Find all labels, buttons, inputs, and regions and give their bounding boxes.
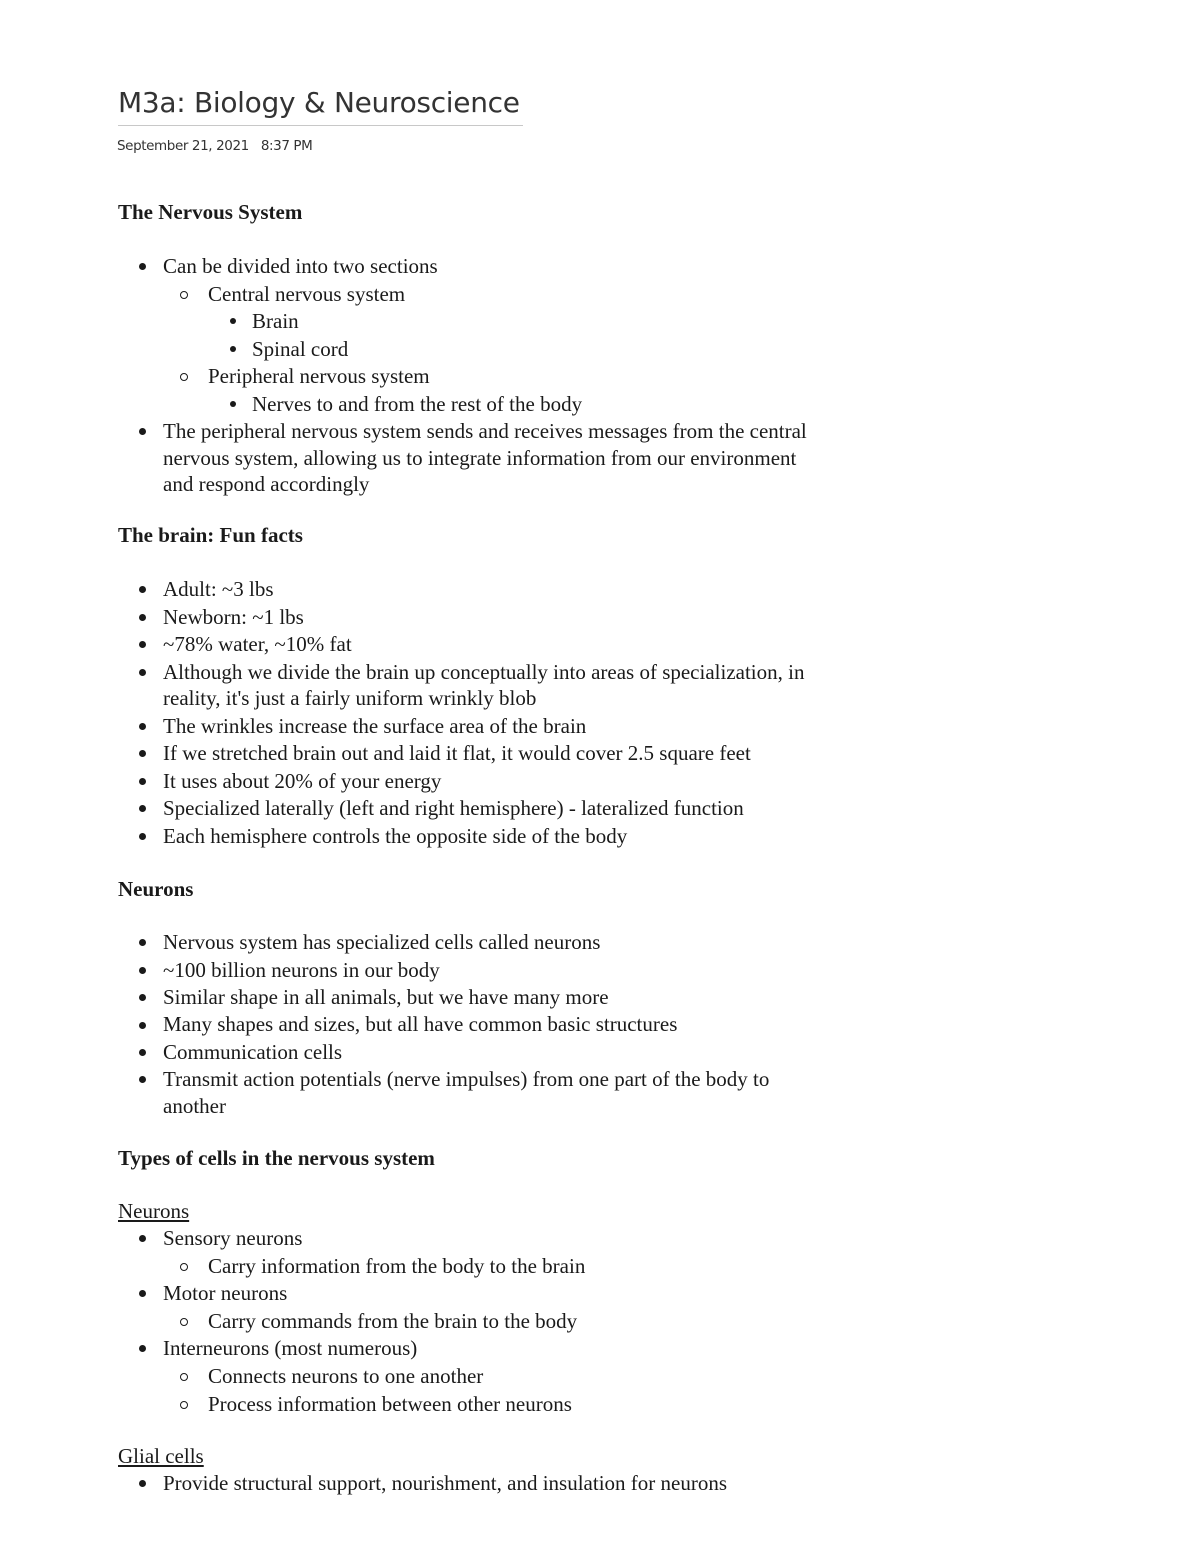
hollow-bullet-icon xyxy=(180,1401,188,1409)
bullet-icon xyxy=(139,805,146,812)
page-timestamp xyxy=(117,138,312,154)
bullet-icon xyxy=(139,1076,146,1083)
bullet-icon xyxy=(230,401,236,407)
bullet-icon xyxy=(139,1049,146,1056)
bullet-icon xyxy=(139,939,146,946)
list-item: Carry information from the body to the brain xyxy=(208,1254,586,1278)
list-item: Nerves to and from the rest of the body xyxy=(252,392,583,416)
list-item: Connects neurons to one another xyxy=(208,1364,484,1388)
list-item: Spinal cord xyxy=(252,337,349,361)
list-item: Sensory neurons xyxy=(163,1226,303,1250)
heading-neurons: Neurons xyxy=(118,877,194,901)
hollow-bullet-icon xyxy=(180,1318,188,1326)
bullet-icon xyxy=(139,586,146,593)
list-item: Provide structural support, nourishment, and insulation for neurons xyxy=(163,1471,727,1495)
list-item: Transmit action potentials (nerve impulses) from one part of the body to xyxy=(163,1067,770,1091)
list-item: If we stretched brain out and laid it flat, it would cover 2.5 square feet xyxy=(163,741,751,765)
subheading-glial-cells: Glial cells xyxy=(118,1444,204,1468)
list-item: Interneurons (most numerous) xyxy=(163,1336,418,1360)
hollow-bullet-icon xyxy=(180,373,188,381)
list-item: Carry commands from the brain to the body xyxy=(208,1309,578,1333)
bullet-icon xyxy=(139,833,146,840)
bullet-icon xyxy=(139,1480,146,1487)
bullet-icon xyxy=(139,1235,146,1242)
heading-nervous-system: The Nervous System xyxy=(118,200,303,224)
bullet-icon xyxy=(139,967,146,974)
bullet-icon xyxy=(139,263,146,270)
list-item: Motor neurons xyxy=(163,1281,288,1305)
list-item: The peripheral nervous system sends and receives messages from the central xyxy=(163,419,807,443)
bullet-icon xyxy=(139,428,146,435)
title-underline xyxy=(118,125,523,126)
list-item-continuation: another xyxy=(163,1094,226,1118)
list-item: Each hemisphere controls the opposite side of the body xyxy=(163,824,628,848)
list-item: Many shapes and sizes, but all have common basic structures xyxy=(163,1012,678,1036)
page-time: 8:37 PM xyxy=(260,138,313,154)
list-item: It uses about 20% of your energy xyxy=(163,769,442,793)
list-item: Adult: ~3 lbs xyxy=(163,577,274,601)
page-date: September 21, 2021 xyxy=(117,138,249,154)
list-item: The wrinkles increase the surface area of the brain xyxy=(163,714,587,738)
bullet-icon xyxy=(139,669,146,676)
hollow-bullet-icon xyxy=(180,1373,188,1381)
list-item: Although we divide the brain up conceptually into areas of specialization, in xyxy=(163,660,805,684)
list-item: Communication cells xyxy=(163,1040,343,1064)
bullet-icon xyxy=(230,318,236,324)
heading-cell-types: Types of cells in the nervous system xyxy=(118,1146,435,1170)
list-item-continuation: reality, it's just a fairly uniform wrinkly blob xyxy=(163,686,537,710)
bullet-icon xyxy=(139,778,146,785)
bullet-icon xyxy=(139,614,146,621)
list-item: ~100 billion neurons in our body xyxy=(163,958,440,982)
bullet-icon xyxy=(139,1345,146,1352)
hollow-bullet-icon xyxy=(180,1263,188,1271)
page-title: M3a: Biology & Neuroscience xyxy=(118,86,520,119)
bullet-icon xyxy=(139,750,146,757)
list-item: Newborn: ~1 lbs xyxy=(163,605,304,629)
list-item: Brain xyxy=(252,309,299,333)
list-item: ~78% water, ~10% fat xyxy=(163,632,352,656)
list-item-continuation: nervous system, allowing us to integrate information from our environment xyxy=(163,446,797,470)
bullet-icon xyxy=(139,1022,146,1029)
bullet-icon xyxy=(139,1290,146,1297)
bullet-icon xyxy=(139,723,146,730)
list-item: Can be divided into two sections xyxy=(163,254,438,278)
list-item: Central nervous system xyxy=(208,282,406,306)
bullet-icon xyxy=(139,994,146,1001)
bullet-icon xyxy=(230,346,236,352)
bullet-icon xyxy=(139,641,146,648)
list-item-continuation: and respond accordingly xyxy=(163,472,370,496)
hollow-bullet-icon xyxy=(180,291,188,299)
list-item: Process information between other neurons xyxy=(208,1392,572,1416)
list-item: Similar shape in all animals, but we have many more xyxy=(163,985,609,1009)
heading-brain-facts: The brain: Fun facts xyxy=(118,523,303,547)
list-item: Specialized laterally (left and right hemisphere) - lateralized function xyxy=(163,796,744,820)
list-item: Peripheral nervous system xyxy=(208,364,430,388)
subheading-neurons: Neurons xyxy=(118,1199,190,1223)
list-item: Nervous system has specialized cells called neurons xyxy=(163,930,601,954)
